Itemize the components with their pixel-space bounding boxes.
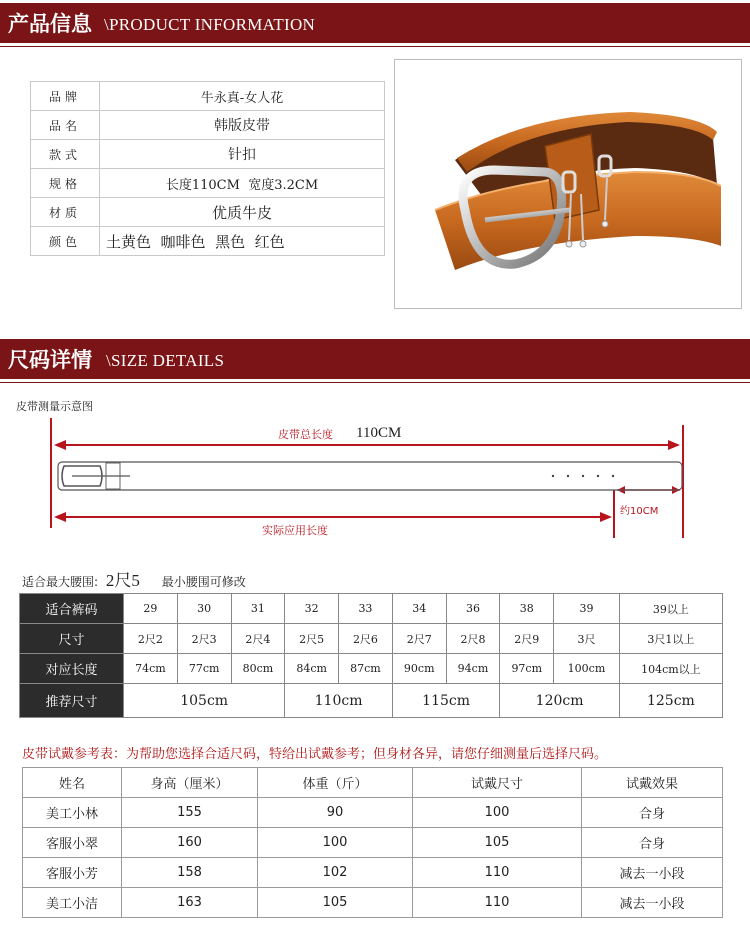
belt-illustration: [395, 60, 741, 308]
table-cell: 158: [122, 858, 258, 888]
trial-table: [22, 767, 723, 918]
section-title-en: \SIZE DETAILS: [106, 351, 225, 370]
table-cell: 30: [177, 594, 231, 624]
table-cell: 102: [258, 858, 413, 888]
size-table: [19, 593, 723, 718]
table-cell: 84cm: [285, 654, 339, 684]
table-row: [20, 684, 723, 718]
table-row: [20, 624, 723, 654]
column-header: 体重（斤）: [258, 768, 413, 798]
table-cell: 74cm: [124, 654, 178, 684]
total-length-value: 110CM: [356, 425, 402, 441]
divider: [0, 382, 750, 383]
table-cell: 105: [258, 888, 413, 918]
table-cell: 2尺3: [177, 624, 231, 654]
table-cell: 33: [339, 594, 393, 624]
table-row: [31, 227, 385, 256]
table-row: [23, 858, 723, 888]
column-header: 试戴效果: [582, 768, 723, 798]
row-header: 尺寸: [20, 624, 124, 654]
table-cell: 110cm: [285, 684, 393, 718]
table-cell: 合身: [582, 828, 723, 858]
belt-measure-diagram: [0, 410, 750, 545]
total-length-label: 皮带总长度: [278, 428, 333, 441]
table-cell: 80cm: [231, 654, 285, 684]
table-cell: 110: [413, 888, 582, 918]
table-cell: 3尺: [554, 624, 620, 654]
table-cell: 100: [413, 798, 582, 828]
table-cell: 合身: [582, 798, 723, 828]
table-cell: 90cm: [392, 654, 446, 684]
section-header-product-info: [0, 3, 750, 43]
fit-info: [22, 566, 246, 591]
table-cell: 163: [122, 888, 258, 918]
trial-note: 皮带试戴参考表：为帮助您选择合适尺码，特给出试戴参考；但身材各异，请您仔细测量后选择尺码。: [22, 747, 608, 762]
table-cell: 3尺1以上: [619, 624, 722, 654]
tail-length-label: 约10CM: [620, 506, 659, 517]
table-cell: 2尺2: [124, 624, 178, 654]
table-cell: 160: [122, 828, 258, 858]
table-cell: 77cm: [177, 654, 231, 684]
table-row: [20, 654, 723, 684]
section-header-size-details: [0, 339, 750, 379]
table-row: [31, 198, 385, 227]
table-cell: 客服小芳: [23, 858, 122, 888]
table-cell: 39: [554, 594, 620, 624]
table-row: [31, 82, 385, 111]
max-waist-label: 适合最大腰围:: [22, 575, 99, 589]
section-title-en: \PRODUCT INFORMATION: [104, 15, 316, 34]
info-key: 款式: [31, 140, 100, 169]
table-cell: 2尺6: [339, 624, 393, 654]
table-cell: 38: [500, 594, 554, 624]
table-cell: 104cm以上: [619, 654, 722, 684]
table-cell: 100cm: [554, 654, 620, 684]
table-cell: 2尺8: [446, 624, 500, 654]
table-cell: 155: [122, 798, 258, 828]
diagram-title: 皮带测量示意图: [16, 400, 93, 413]
info-value: 长度110CM 宽度3.2CM: [100, 169, 385, 198]
table-cell: 减去一小段: [582, 858, 723, 888]
table-cell: 2尺9: [500, 624, 554, 654]
table-cell: 110: [413, 858, 582, 888]
max-waist-value: 2尺5: [105, 571, 140, 590]
column-header: 试戴尺寸: [413, 768, 582, 798]
product-info-table: [30, 81, 385, 256]
table-cell: 120cm: [500, 684, 619, 718]
column-header: 姓名: [23, 768, 122, 798]
row-header: 对应长度: [20, 654, 124, 684]
table-cell: 2尺5: [285, 624, 339, 654]
table-cell: 美工小林: [23, 798, 122, 828]
table-cell: 105cm: [124, 684, 285, 718]
table-row: [23, 828, 723, 858]
table-cell: 87cm: [339, 654, 393, 684]
column-header: 身高（厘米）: [122, 768, 258, 798]
info-value: 优质牛皮: [100, 198, 385, 227]
info-value: 针扣: [100, 140, 385, 169]
table-row: [31, 140, 385, 169]
table-cell: 105: [413, 828, 582, 858]
table-cell: 100: [258, 828, 413, 858]
table-cell: 125cm: [619, 684, 722, 718]
row-header: 推荐尺寸: [20, 684, 124, 718]
actual-length-label: 实际应用长度: [262, 524, 328, 537]
table-cell: 36: [446, 594, 500, 624]
table-cell: 34: [392, 594, 446, 624]
divider: [0, 46, 750, 47]
section-title-cn: 产品信息: [8, 12, 92, 36]
table-row: [23, 888, 723, 918]
table-cell: 减去一小段: [582, 888, 723, 918]
table-cell: 2尺4: [231, 624, 285, 654]
table-cell: 31: [231, 594, 285, 624]
info-key: 品牌: [31, 82, 100, 111]
table-cell: 94cm: [446, 654, 500, 684]
table-cell: 90: [258, 798, 413, 828]
table-header-row: [23, 768, 723, 798]
info-key: 材质: [31, 198, 100, 227]
table-cell: 39以上: [619, 594, 722, 624]
info-value: 牛永真-女人花: [100, 82, 385, 111]
info-value: 韩版皮带: [100, 111, 385, 140]
info-key: 规格: [31, 169, 100, 198]
table-cell: 2尺7: [392, 624, 446, 654]
product-photo: [394, 59, 742, 309]
table-cell: 美工小洁: [23, 888, 122, 918]
table-row: [23, 798, 723, 828]
table-cell: 29: [124, 594, 178, 624]
info-key: 颜色: [31, 227, 100, 256]
table-cell: 115cm: [392, 684, 500, 718]
min-waist-note: 最小腰围可修改: [161, 575, 246, 589]
table-cell: 97cm: [500, 654, 554, 684]
table-row: [31, 169, 385, 198]
info-value: 土黄色 咖啡色 黑色 红色: [100, 227, 385, 256]
section-title-cn: 尺码详情: [8, 348, 92, 372]
row-header: 适合裤码: [20, 594, 124, 624]
table-row: [31, 111, 385, 140]
table-row: [20, 594, 723, 624]
table-cell: 客服小翠: [23, 828, 122, 858]
info-key: 品名: [31, 111, 100, 140]
table-cell: 32: [285, 594, 339, 624]
